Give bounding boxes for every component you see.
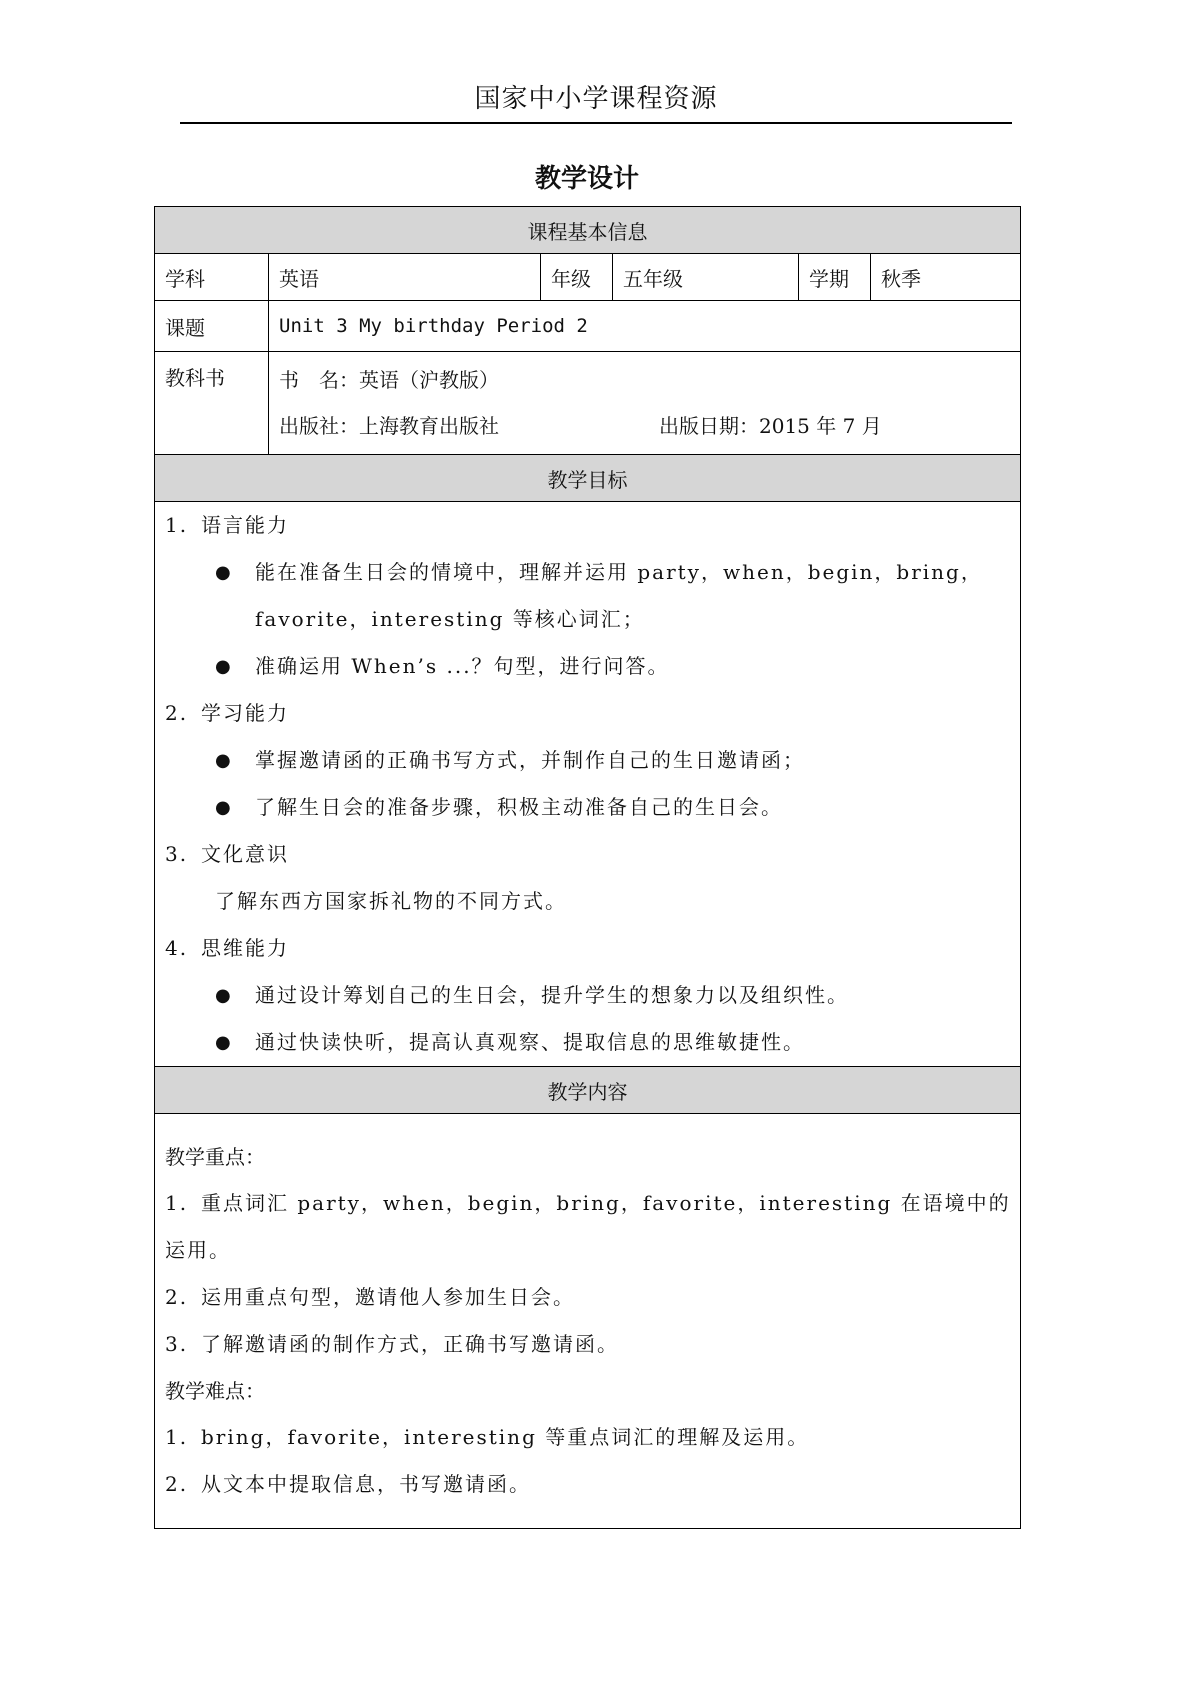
- objective-group-title: 思维能力: [201, 936, 289, 960]
- list-item: 2. 运用重点句型，邀请他人参加生日会。: [165, 1285, 575, 1309]
- bullet-icon: ●: [215, 656, 233, 677]
- difficult-points-label: 教学难点：: [165, 1379, 265, 1403]
- list-item: ● 了解生日会的准备步骤，积极主动准备自己的生日会。: [165, 784, 1010, 831]
- grade-value: 五年级: [613, 254, 799, 301]
- bullet-icon: ●: [215, 985, 233, 1006]
- list-item: ● 通过快读快听，提高认真观察、提取信息的思维敏捷性。: [165, 1019, 1010, 1066]
- document-title: 教学设计: [534, 164, 639, 194]
- key-points-label: 教学重点：: [165, 1145, 265, 1169]
- objective-group-title: 文化意识: [201, 842, 289, 866]
- objective-group-2: 2. 学习能力: [165, 701, 289, 725]
- list-item: ● 掌握邀请函的正确书写方式，并制作自己的生日邀请函；: [165, 737, 1010, 784]
- content-body: [155, 1114, 1021, 1529]
- header-rule: [180, 122, 1012, 124]
- list-item-continuation: favorite，interesting 等核心词汇；: [255, 607, 645, 631]
- term-value: 秋季: [871, 254, 1021, 301]
- list-item-continuation: 运用。: [165, 1238, 231, 1262]
- list-item: ● 能在准备生日会的情境中，理解并运用 party，when，begin，bring，: [165, 549, 1010, 596]
- list-item: 2. 从文本中提取信息，书写邀请函。: [165, 1472, 531, 1496]
- list-item: 1. 重点词汇 party，when，begin，bring，favorite，interesting 在语境中的: [165, 1191, 1011, 1215]
- grade-label: 年级: [541, 254, 613, 301]
- objective-group-title: 学习能力: [201, 701, 289, 725]
- book-name: 书 名：英语（沪教版）: [279, 368, 499, 392]
- topic-label: 课题: [155, 301, 269, 352]
- bullet-icon: ●: [215, 750, 233, 771]
- page-header-title: 国家中小学课程资源: [474, 84, 718, 114]
- list-item: ● 通过设计筹划自己的生日会，提升学生的想象力以及组织性。: [165, 972, 1010, 1019]
- publisher: 出版社：上海教育出版社: [279, 414, 499, 438]
- subject-label: 学科: [155, 254, 269, 301]
- publisher-line: [279, 403, 1010, 449]
- objective-text: 了解东西方国家拆礼物的不同方式。: [215, 889, 567, 913]
- objective-group-title: 语言能力: [201, 513, 289, 537]
- list-item: 3. 了解邀请函的制作方式，正确书写邀请函。: [165, 1332, 619, 1356]
- objective-group-3: 3. 文化意识: [165, 842, 289, 866]
- publish-date: 出版日期：2015 年 7 月: [659, 414, 882, 438]
- bullet-icon: ●: [215, 1032, 233, 1053]
- objectives-body: [155, 502, 1021, 1067]
- lesson-design-table: [154, 206, 1021, 1529]
- subject-value: 英语: [269, 254, 541, 301]
- textbook-label: 教科书: [155, 352, 269, 455]
- bullet-icon: ●: [215, 797, 233, 818]
- topic-value: Unit 3 My birthday Period 2: [269, 301, 1021, 352]
- objective-group-1: 1. 语言能力: [165, 513, 289, 537]
- textbook-info: [269, 352, 1021, 455]
- list-item: 1. bring，favorite，interesting 等重点词汇的理解及运用。: [165, 1425, 810, 1449]
- term-label: 学期: [799, 254, 871, 301]
- list-item: ● 准确运用 When’s ...？句型，进行问答。: [165, 643, 1010, 690]
- objective-group-4: 4. 思维能力: [165, 936, 289, 960]
- section-content-header: 教学内容: [155, 1067, 1021, 1114]
- section-objectives-header: 教学目标: [155, 455, 1021, 502]
- section-basic-info-header: 课程基本信息: [155, 207, 1021, 254]
- bullet-icon: ●: [215, 562, 233, 583]
